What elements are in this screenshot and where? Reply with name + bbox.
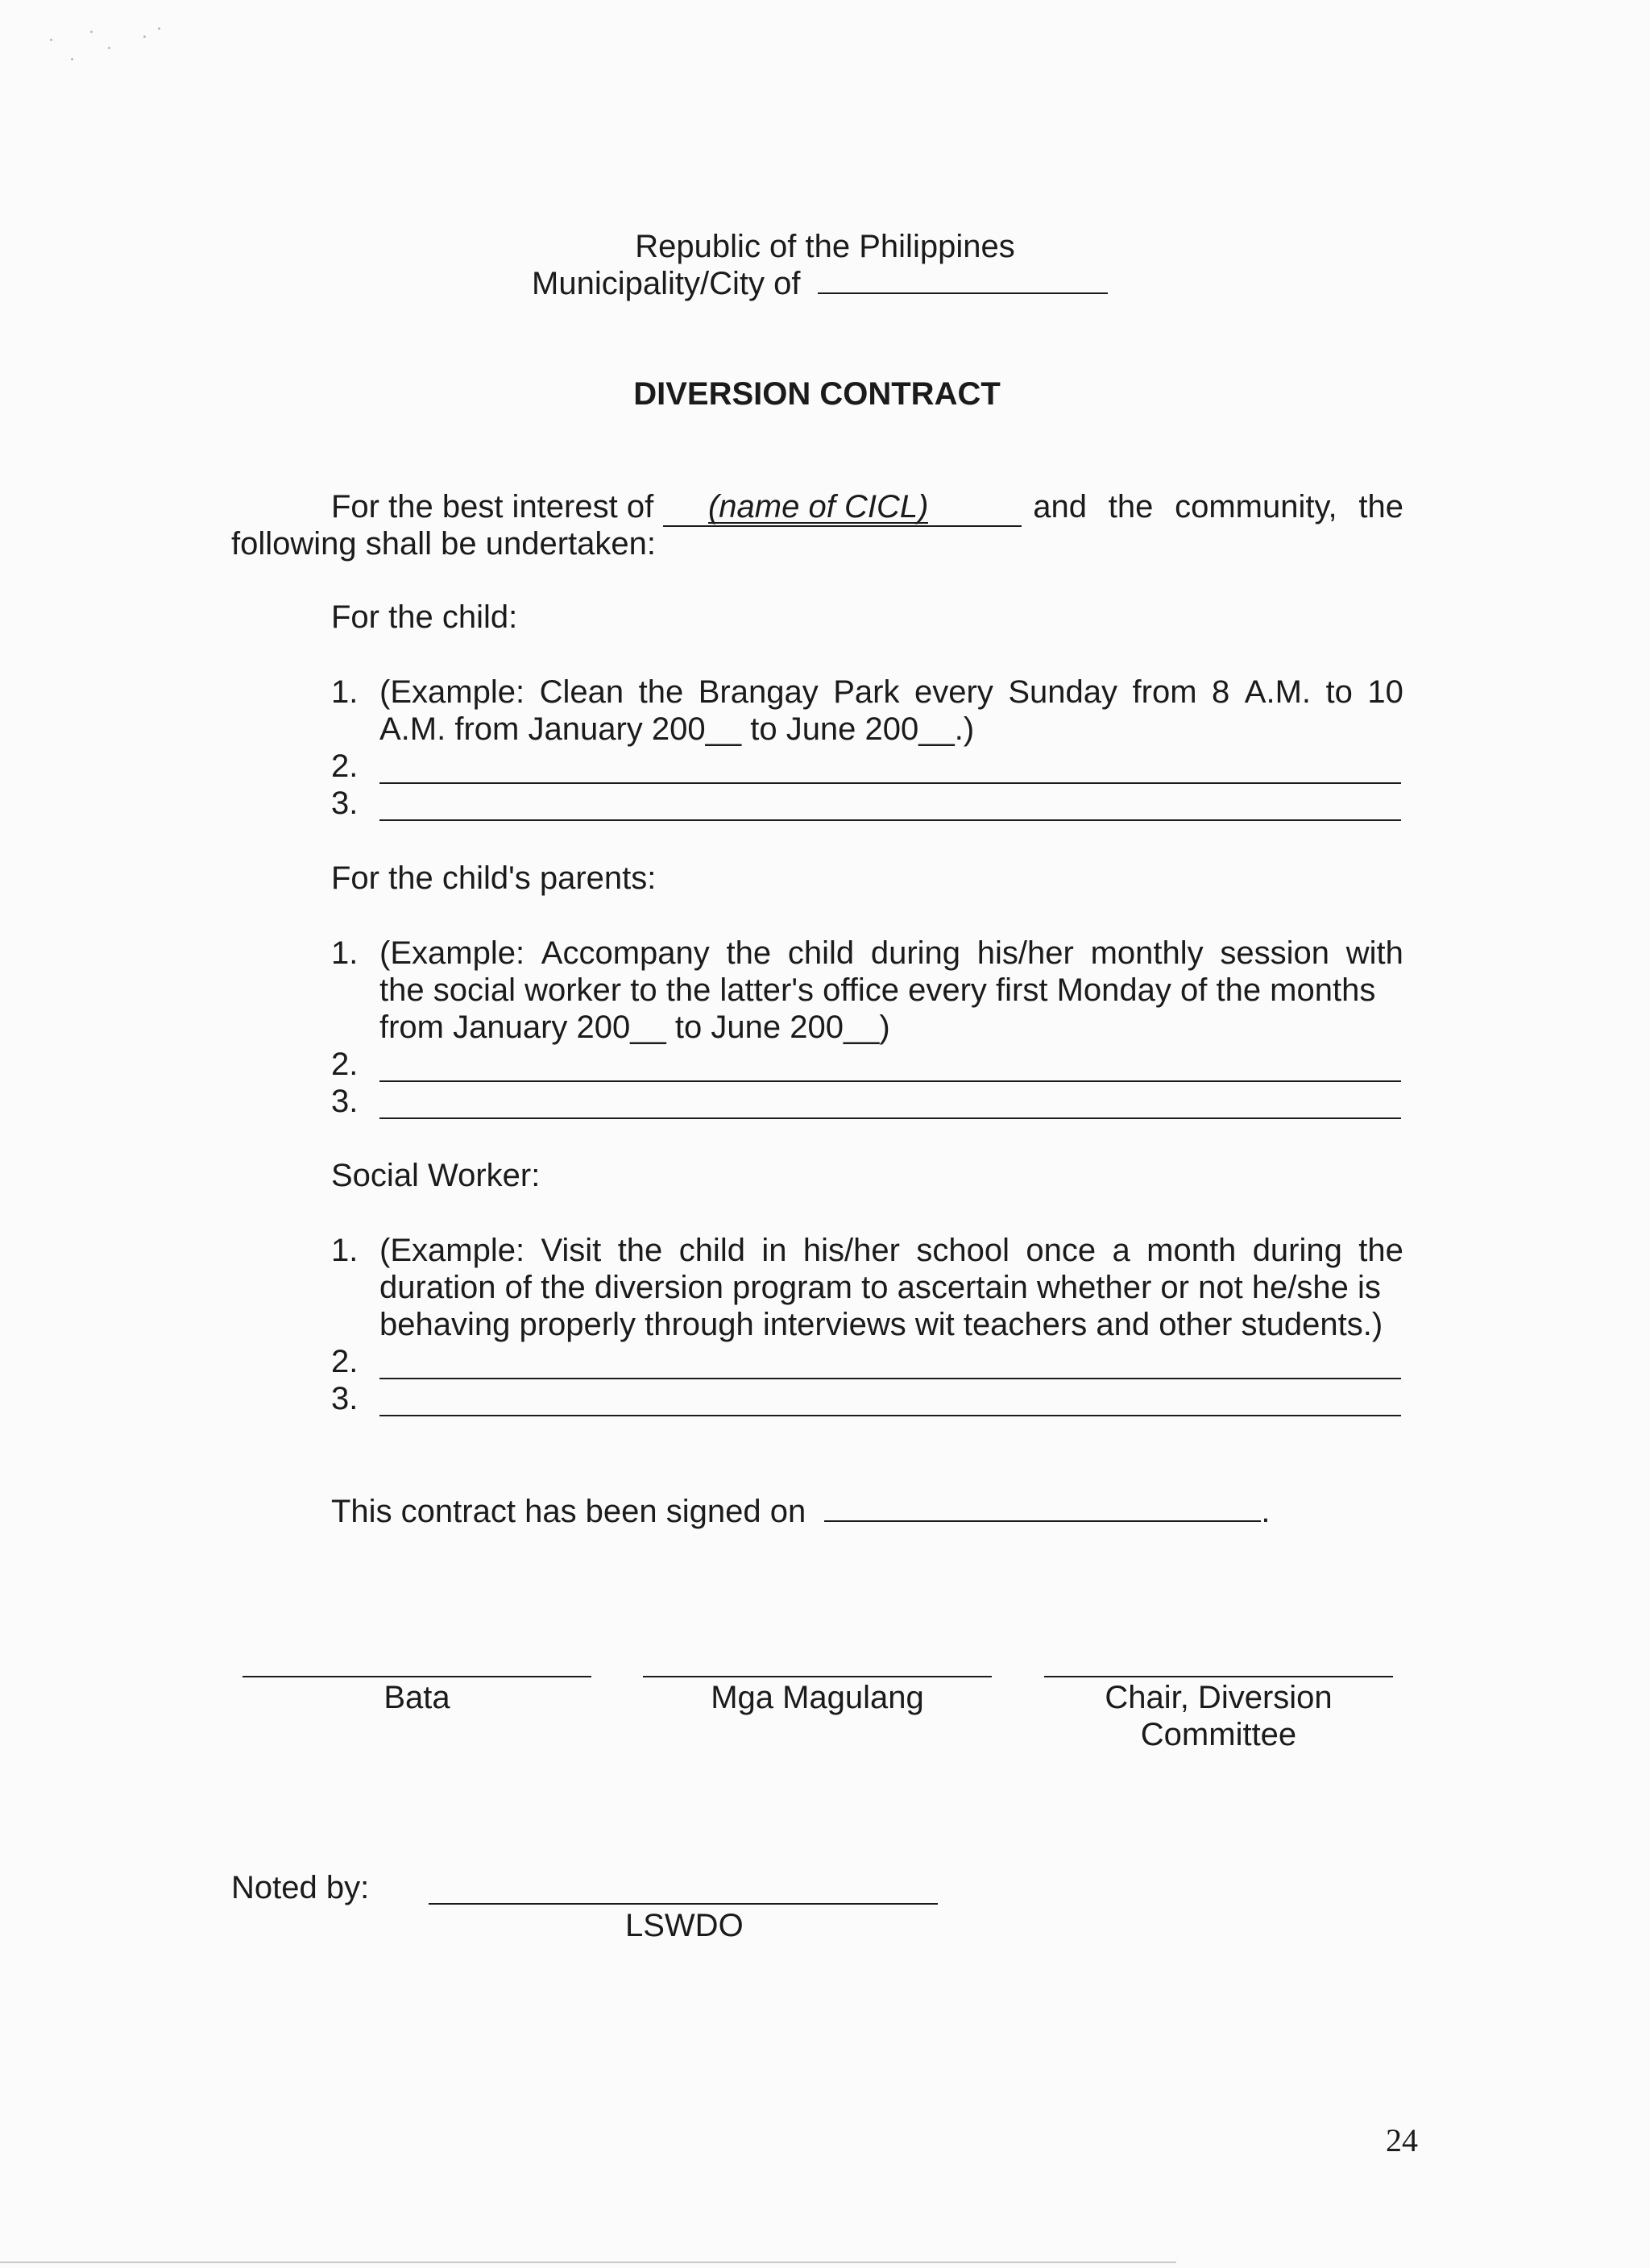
worker-item1-word: the [617,1233,663,1268]
child-item1-word: (Example: [379,674,525,710]
intro-word: and [1033,489,1087,525]
worker-heading: Social Worker: [331,1158,541,1193]
magulang-signature-line[interactable] [643,1676,992,1677]
child-item1-line1 [379,674,1403,711]
worker-item1-word: his/her [802,1233,900,1268]
worker-item2-blank[interactable] [379,1378,1401,1379]
parents-item2-number: 2. [331,1047,359,1082]
signed-date-blank[interactable] [824,1520,1261,1522]
child-item1-word: to [1325,674,1353,710]
signed-line [331,1493,1271,1530]
worker-item1-word: Visit [541,1233,602,1268]
worker-item1-word: once [1026,1233,1097,1268]
bata-label: Bata [383,1680,450,1715]
child-item1-word: 8 [1212,674,1230,710]
worker-item1-word: child [678,1233,745,1268]
parents-item1-line3: from January 200__ to June 200__) [379,1010,890,1045]
child-item1-word: A.M. [1244,674,1312,710]
noted-by-label: Noted by: [231,1870,370,1905]
parents-item1-line1 [379,935,1403,972]
child-item2-blank[interactable] [379,782,1401,784]
magulang-label: Mga Magulang [711,1680,924,1715]
chair-label-line1: Chair, Diversion [1105,1680,1333,1715]
worker-item1-word: school [916,1233,1009,1268]
worker-item1-line1 [379,1232,1403,1269]
child-item1-word: Park [833,674,900,710]
bata-signature-line[interactable] [243,1676,591,1677]
worker-item1-line3: behaving properly through interviews wit teachers and other students.) [379,1307,1383,1342]
lswdo-signature-line[interactable] [429,1903,938,1905]
child-item1-number: 1. [331,674,359,710]
parents-item1-word: (Example: [379,935,525,971]
parents-item1-word: monthly [1090,935,1204,971]
parents-item1-word: with [1345,935,1403,971]
parents-item1-word: during [870,935,961,971]
chair-signature-line[interactable] [1044,1676,1393,1677]
signed-period: . [1261,1494,1271,1529]
child-item3-blank[interactable] [379,819,1401,821]
signed-prefix: This contract has been signed on [331,1494,806,1529]
municipality-label: Municipality/City of [532,266,801,301]
parents-item1-number: 1. [331,935,359,971]
parents-item3-blank[interactable] [379,1117,1401,1119]
parents-item1-word: his/her [976,935,1074,971]
chair-label-line2: Committee [1140,1717,1297,1752]
parents-heading: For the child's parents: [331,860,657,896]
intro-prefix: For the best interest of [331,489,654,525]
intro-suffix [1033,488,1403,525]
cicl-placeholder: (name of CICL) [707,489,929,525]
child-item1-word: every [914,674,993,710]
worker-item1-line2: duration of the diversion program to ascertain whether or not he/she is [379,1270,1381,1305]
parents-item1-word: the [726,935,772,971]
republic-heading: Republic of the Philippines [635,229,1015,264]
worker-item1-word: during [1252,1233,1342,1268]
worker-item3-blank[interactable] [379,1415,1401,1416]
child-item1-line2: A.M. from January 200__ to June 200__.) [379,711,975,747]
intro-word: the [1358,489,1403,525]
child-item1-word: 10 [1367,674,1403,710]
parents-item1-line2: the social worker to the latter's office every first Monday of the months [379,972,1376,1008]
worker-item1-word: (Example: [379,1233,525,1268]
page-number: 24 [1386,2122,1418,2158]
municipality-line [532,265,1108,302]
parents-item2-blank[interactable] [379,1080,1401,1082]
intro-line1 [331,488,1403,527]
child-item1-word: Clean [539,674,624,710]
intro-line2: following shall be undertaken: [231,526,657,562]
scan-edge-line [0,2262,1176,2263]
cicl-name-field[interactable] [663,488,1022,527]
child-item1-word: the [638,674,684,710]
child-heading: For the child: [331,599,518,635]
intro-word: the [1108,489,1154,525]
parents-item1-word: session [1220,935,1330,971]
worker-item3-number: 3. [331,1381,359,1416]
parents-item1-word: Accompany [541,935,710,971]
child-item3-number: 3. [331,786,359,821]
worker-item1-word: the [1358,1233,1403,1268]
child-item1-word: Sunday [1008,674,1117,710]
parents-item1-word: child [787,935,855,971]
worker-item1-word: month [1146,1233,1237,1268]
worker-item1-number: 1. [331,1233,359,1268]
child-item2-number: 2. [331,748,359,784]
intro-word: community, [1175,489,1337,525]
worker-item1-word: in [761,1233,787,1268]
municipality-blank[interactable] [818,292,1108,294]
parents-item3-number: 3. [331,1084,359,1119]
worker-item2-number: 2. [331,1344,359,1379]
worker-item1-word: a [1112,1233,1130,1268]
child-item1-word: Brangay [698,674,819,710]
child-item1-word: from [1132,674,1197,710]
lswdo-label: LSWDO [625,1908,744,1943]
contract-title: DIVERSION CONTRACT [633,376,1001,412]
